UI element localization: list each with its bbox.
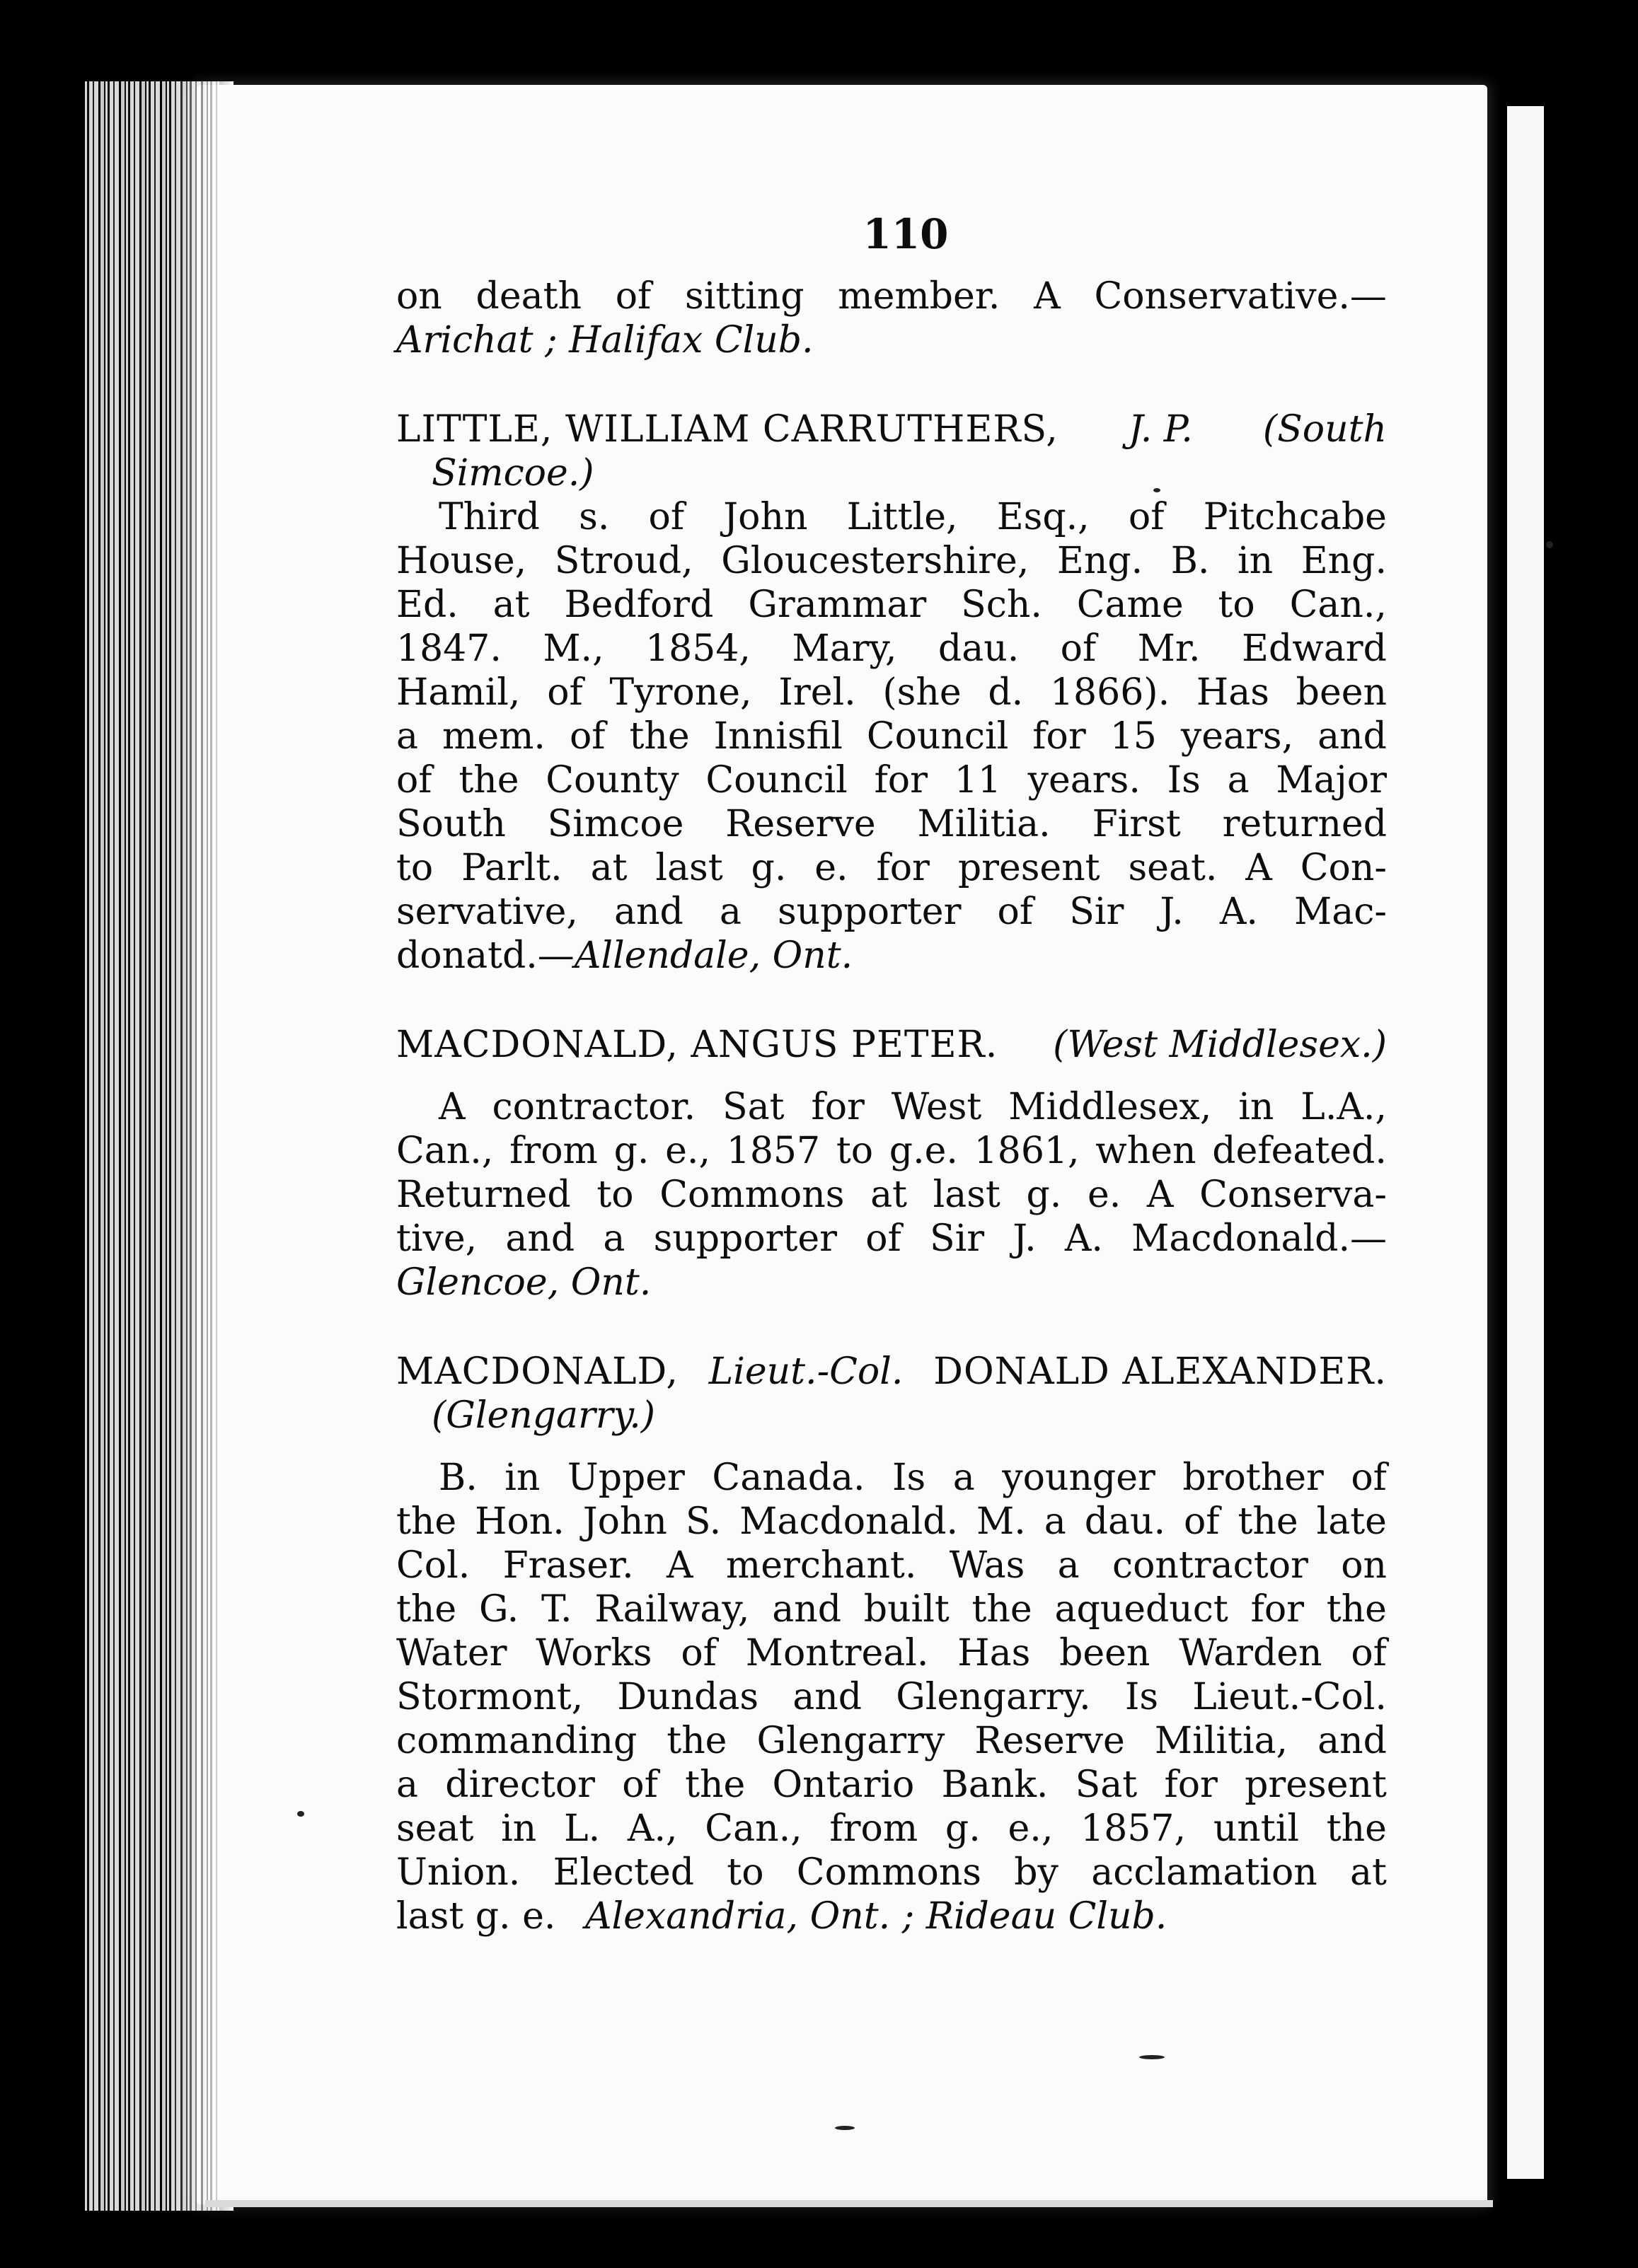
- word: a: [396, 715, 419, 758]
- word: director: [445, 1764, 596, 1806]
- entry-constituency-cont: Simcoe.): [432, 452, 594, 494]
- word: Union.: [396, 1851, 521, 1894]
- word: at: [870, 1174, 907, 1216]
- residence: Alexandria, Ont. ; Rideau Club.: [585, 1895, 1167, 1938]
- body-line: [396, 1851, 1387, 1894]
- word: G.: [478, 1588, 519, 1631]
- word: e.,: [1008, 1807, 1054, 1850]
- word: the: [396, 1588, 457, 1631]
- word: in: [504, 1457, 541, 1499]
- word: Glengarry: [756, 1720, 945, 1762]
- word: a: [719, 891, 742, 933]
- word: dau.: [1084, 1500, 1165, 1543]
- word: T.: [541, 1588, 572, 1631]
- word: B.: [439, 1457, 478, 1499]
- word: Works: [536, 1632, 652, 1674]
- word: death: [475, 275, 582, 318]
- word: Hon.: [475, 1500, 565, 1543]
- body-line: [396, 1675, 1387, 1719]
- entry-name-cont: DONALD ALEXANDER.: [933, 1350, 1387, 1393]
- word: Innisfil: [713, 715, 843, 758]
- word: Major: [1276, 759, 1387, 802]
- word: of: [1128, 496, 1165, 538]
- word: e.: [1087, 1174, 1121, 1216]
- page-text: [396, 212, 1387, 1938]
- body-text: donatd.—: [396, 935, 575, 977]
- word: M.,: [543, 627, 604, 670]
- word: the: [1238, 1500, 1298, 1543]
- body-line: [396, 1544, 1387, 1587]
- word: g.: [945, 1807, 981, 1850]
- entry-heading: [396, 1350, 1387, 1394]
- word: of: [547, 671, 583, 714]
- word: Upper: [567, 1457, 685, 1499]
- word: Lieut.-Col.: [1192, 1676, 1387, 1718]
- word: Can.,: [396, 1130, 494, 1172]
- body-line: [396, 802, 1387, 846]
- word: Sir: [1069, 891, 1124, 933]
- word: for: [1164, 1764, 1218, 1806]
- word: House,: [396, 540, 527, 582]
- word: e.,: [665, 1130, 710, 1172]
- text-line: [396, 274, 1387, 318]
- word: the: [1326, 1588, 1387, 1631]
- body-line: [396, 1129, 1387, 1173]
- residence: Allendale, Ont.: [574, 935, 853, 977]
- word: at: [492, 584, 530, 626]
- word: L.: [564, 1807, 601, 1850]
- word: member.: [838, 275, 1000, 318]
- word: been: [1059, 1632, 1150, 1674]
- word: to: [836, 1130, 874, 1172]
- word: acclamation: [1091, 1851, 1317, 1894]
- word: Canada.: [712, 1457, 865, 1499]
- word: L.A.,: [1300, 1086, 1387, 1128]
- word: returned: [1222, 803, 1387, 845]
- word: and: [505, 1217, 575, 1260]
- word: A.: [1219, 891, 1258, 933]
- entry-constituency: (Glengarry.): [432, 1394, 656, 1437]
- word: Eng.: [1300, 540, 1387, 582]
- word: of: [569, 715, 606, 758]
- word: Parlt.: [461, 847, 563, 889]
- word: and: [792, 1676, 863, 1718]
- body-line-last: [396, 1894, 1387, 1938]
- word: when: [1095, 1130, 1196, 1172]
- word: Ed.: [396, 584, 458, 626]
- word: Came: [1076, 584, 1184, 626]
- word: at: [1350, 1851, 1387, 1894]
- word: and: [772, 1588, 841, 1631]
- word: J.: [1013, 1217, 1037, 1260]
- word: A.,: [627, 1807, 678, 1850]
- word: the: [971, 1588, 1032, 1631]
- word: Grammar: [748, 584, 927, 626]
- word: Commons: [659, 1174, 845, 1216]
- word: Sir: [929, 1217, 985, 1260]
- word: younger: [1002, 1457, 1155, 1499]
- speck: [1139, 2055, 1165, 2059]
- body-line: [396, 1173, 1387, 1217]
- word: by: [1014, 1851, 1059, 1894]
- word: to: [1218, 584, 1255, 626]
- word: J.: [1160, 891, 1184, 933]
- word: Elected: [553, 1851, 695, 1894]
- word: g.: [751, 847, 787, 889]
- word: s.: [579, 496, 610, 538]
- word: years,: [1180, 715, 1294, 758]
- word: Fraser.: [502, 1544, 634, 1587]
- word: A: [439, 1086, 466, 1128]
- word: Militia.: [917, 803, 1051, 845]
- word: Is: [1167, 759, 1201, 802]
- entry-title: J. P.: [1128, 408, 1193, 451]
- word: County: [546, 759, 679, 802]
- word: late: [1316, 1500, 1387, 1543]
- word: Bedford: [564, 584, 714, 626]
- entry-name: LITTLE, WILLIAM CARRUTHERS,: [396, 408, 1059, 451]
- word: of: [1060, 627, 1097, 670]
- word: a: [1057, 1544, 1080, 1587]
- word: Council: [705, 759, 848, 802]
- word: commanding: [396, 1720, 638, 1762]
- word: John: [723, 496, 808, 538]
- word: the: [629, 715, 690, 758]
- word: Ontario: [772, 1764, 915, 1806]
- word: Glengarry.: [896, 1676, 1091, 1718]
- word: tive,: [396, 1217, 478, 1260]
- entry-macdonald-angus: [396, 1023, 1387, 1304]
- word: of: [997, 891, 1034, 933]
- word: 1854,: [645, 627, 751, 670]
- word: present: [1245, 1764, 1387, 1806]
- word: Edward: [1242, 627, 1387, 670]
- word: Returned: [396, 1174, 571, 1216]
- word: defeated.: [1212, 1130, 1387, 1172]
- body-line: [396, 1217, 1387, 1261]
- word: in: [501, 1807, 537, 1850]
- entry-continuation: [396, 274, 1387, 362]
- word: last: [933, 1174, 1000, 1216]
- body-line-last: [396, 934, 1387, 978]
- body-line: [396, 671, 1387, 714]
- word: the: [685, 1764, 746, 1806]
- body-line: [396, 1807, 1387, 1851]
- word: Middlesex,: [1008, 1086, 1212, 1128]
- word: Eng.: [1056, 540, 1143, 582]
- word: from: [829, 1807, 918, 1850]
- word: built: [863, 1588, 950, 1631]
- word: for: [811, 1086, 865, 1128]
- word: merchant.: [725, 1544, 917, 1587]
- word: of: [622, 1764, 658, 1806]
- word: seat: [396, 1807, 474, 1850]
- word: contractor.: [492, 1086, 696, 1128]
- word: sitting: [685, 275, 804, 318]
- word: brother: [1182, 1457, 1324, 1499]
- word: the: [396, 1500, 457, 1543]
- word: of: [865, 1217, 901, 1260]
- word: g.e.: [889, 1130, 958, 1172]
- word: a: [603, 1217, 625, 1260]
- page-number: 110: [863, 210, 949, 258]
- word: Col.: [396, 1544, 471, 1587]
- word: West: [891, 1086, 982, 1128]
- word: supporter: [653, 1217, 838, 1260]
- word: dau.: [938, 627, 1020, 670]
- entry-constituency: (South: [1262, 408, 1387, 451]
- word: g.: [1026, 1174, 1062, 1216]
- word: years.: [1027, 759, 1141, 802]
- bottom-page-edge: [205, 2200, 1493, 2207]
- word: Esq.,: [996, 496, 1090, 538]
- body-line: [396, 1763, 1387, 1807]
- word: Has: [1196, 671, 1269, 714]
- word: Sat: [722, 1086, 785, 1128]
- word: present: [957, 847, 1100, 889]
- word: of: [1351, 1632, 1387, 1674]
- word: South: [396, 803, 506, 845]
- word: Bank.: [941, 1764, 1049, 1806]
- word: aqueduct: [1054, 1588, 1228, 1631]
- word: the: [1326, 1807, 1387, 1850]
- word: of: [396, 759, 432, 802]
- word: (she: [882, 671, 962, 714]
- word: A: [1034, 275, 1061, 318]
- word: e.: [814, 847, 848, 889]
- word: g.: [613, 1130, 650, 1172]
- word: Conserva-: [1199, 1174, 1387, 1216]
- word: of: [681, 1632, 717, 1674]
- entry-heading: [396, 1023, 1387, 1067]
- word: Can.,: [705, 1807, 802, 1850]
- word: of: [615, 275, 652, 318]
- word: for: [1032, 715, 1086, 758]
- word: Sat: [1075, 1764, 1138, 1806]
- word: Mary,: [792, 627, 897, 670]
- body-line: [396, 890, 1387, 934]
- body-line: [396, 539, 1387, 583]
- word: a: [396, 1764, 419, 1806]
- text-line-italic: Arichat ; Halifax Club.: [396, 319, 814, 361]
- word: last: [655, 847, 723, 889]
- word: for: [1250, 1588, 1305, 1631]
- word: Was: [949, 1544, 1025, 1587]
- body-line: [396, 495, 1387, 539]
- residence: Glencoe, Ont.: [396, 1261, 652, 1304]
- entry-name: MACDONALD,: [396, 1350, 679, 1393]
- word: contractor: [1112, 1544, 1308, 1587]
- word: John: [582, 1500, 667, 1543]
- word: Little,: [846, 496, 958, 538]
- word: 1847.: [396, 627, 502, 670]
- word: A: [1146, 1174, 1174, 1216]
- word: Conservative.—: [1094, 275, 1387, 318]
- word: Macdonald.—: [1131, 1217, 1387, 1260]
- word: Gloucestershire,: [721, 540, 1029, 582]
- word: Reserve: [725, 803, 876, 845]
- word: seat.: [1128, 847, 1218, 889]
- word: First: [1092, 803, 1181, 845]
- word: Is: [1124, 1676, 1159, 1718]
- word: to: [727, 1851, 764, 1894]
- body-line: [396, 1500, 1387, 1544]
- word: and: [614, 891, 684, 933]
- word: Mac-: [1294, 891, 1387, 933]
- word: at: [590, 847, 628, 889]
- word: of: [648, 496, 685, 538]
- word: Has: [957, 1632, 1031, 1674]
- word: Commons: [796, 1851, 981, 1894]
- word: servative,: [396, 891, 578, 933]
- word: in: [1238, 1086, 1274, 1128]
- word: and: [1317, 1720, 1387, 1762]
- word: Mr.: [1137, 627, 1201, 670]
- word: the: [458, 759, 519, 802]
- body-line: [396, 714, 1387, 758]
- word: S.: [685, 1500, 722, 1543]
- word: Hamil,: [396, 671, 521, 714]
- word: Stroud,: [554, 540, 693, 582]
- word: Third: [439, 496, 540, 538]
- word: Irel.: [778, 671, 856, 714]
- entry-macdonald-donald: [396, 1350, 1387, 1938]
- word: 15: [1109, 715, 1157, 758]
- word: Macdonald.: [739, 1500, 959, 1543]
- word: in: [1238, 540, 1274, 582]
- word: and: [1317, 715, 1387, 758]
- word: 1866).: [1049, 671, 1170, 714]
- word: to: [596, 1174, 634, 1216]
- body-line: [396, 1631, 1387, 1675]
- word: Simcoe: [547, 803, 684, 845]
- right-page-edge: [1501, 106, 1544, 2179]
- word: Stormont,: [396, 1676, 584, 1718]
- body-line: [396, 1085, 1387, 1129]
- word: 1857: [726, 1130, 821, 1172]
- word: Dundas: [617, 1676, 759, 1718]
- word: Council: [866, 715, 1009, 758]
- word: 1861,: [974, 1130, 1080, 1172]
- body-text: last g. e.: [396, 1895, 556, 1938]
- word: Is: [892, 1457, 926, 1499]
- body-line: [396, 1719, 1387, 1763]
- word: M.: [976, 1500, 1026, 1543]
- word: from: [509, 1130, 598, 1172]
- word: for: [876, 847, 930, 889]
- word: Sch.: [961, 584, 1042, 626]
- word: 1857,: [1080, 1807, 1187, 1850]
- body-line: [396, 758, 1387, 802]
- word: mem.: [442, 715, 546, 758]
- speck: [835, 2126, 855, 2130]
- gutter-fade: [170, 81, 233, 2211]
- word: A: [667, 1544, 693, 1587]
- word: a: [1044, 1500, 1066, 1543]
- word: on: [1341, 1544, 1387, 1587]
- word: until: [1213, 1807, 1299, 1850]
- entry-name: MACDONALD, ANGUS PETER.: [396, 1024, 998, 1066]
- speck: [1546, 541, 1553, 548]
- word: of: [1183, 1500, 1220, 1543]
- word: Water: [396, 1632, 507, 1674]
- word: Montreal.: [745, 1632, 929, 1674]
- body-line: [396, 1456, 1387, 1500]
- word: B.: [1170, 540, 1210, 582]
- word: the: [667, 1720, 727, 1762]
- word: Tyrone,: [609, 671, 752, 714]
- word: to: [396, 847, 434, 889]
- word: a: [952, 1457, 975, 1499]
- word: Con-: [1300, 847, 1387, 889]
- word: A: [1245, 847, 1272, 889]
- word: on: [396, 275, 442, 318]
- word: 11: [954, 759, 1001, 802]
- word: Warden: [1179, 1632, 1322, 1674]
- word: of: [1351, 1457, 1387, 1499]
- word: a: [1227, 759, 1250, 802]
- word: Can.,: [1289, 584, 1387, 626]
- entry-heading: [396, 407, 1387, 451]
- body-line: [396, 1587, 1387, 1631]
- word: Railway,: [594, 1588, 750, 1631]
- entry-little: [396, 407, 1387, 978]
- word: d.: [988, 671, 1024, 714]
- word: Reserve: [974, 1720, 1125, 1762]
- body-line: [396, 627, 1387, 671]
- word: Pitchcabe: [1203, 496, 1387, 538]
- word: supporter: [777, 891, 962, 933]
- body-line: [396, 846, 1387, 890]
- speck: [297, 1811, 304, 1817]
- word: Militia,: [1154, 1720, 1288, 1762]
- entry-constituency: (West Middlesex.): [1053, 1024, 1387, 1066]
- word: been: [1296, 671, 1387, 714]
- word: for: [874, 759, 928, 802]
- entry-rank: Lieut.-Col.: [708, 1350, 904, 1393]
- body-line: [396, 583, 1387, 627]
- word: A.: [1064, 1217, 1103, 1260]
